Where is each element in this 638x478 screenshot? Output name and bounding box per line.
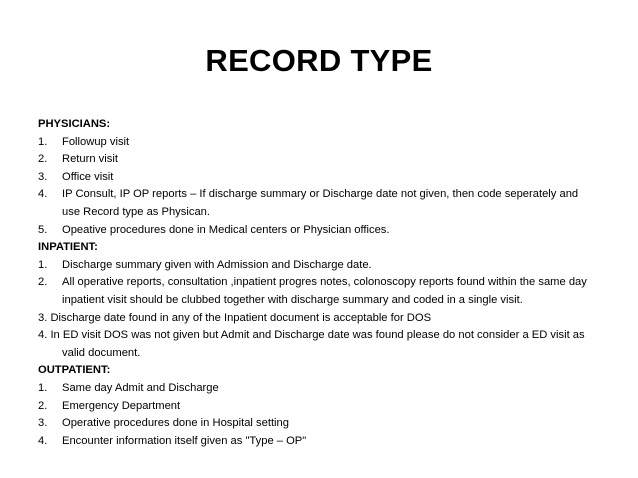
- list-item: 4. In ED visit DOS was not given but Admit and Discharge date was found please do not consider a ED visit as valid document.: [38, 329, 585, 359]
- page-title: RECORD TYPE: [205, 43, 433, 78]
- outpatient-heading: OUTPATIENT:: [38, 364, 111, 377]
- inpatient-heading: INPATIENT:: [38, 241, 98, 254]
- list-item: 1. Followup visit: [38, 135, 130, 148]
- list-item: 3. Operative procedures done in Hospital setting: [38, 417, 289, 430]
- list-item: 3. Office visit: [38, 170, 114, 183]
- record-type-content: [38, 116, 598, 450]
- list-item: 5. Opeative procedures done in Medical centers or Physician offices.: [38, 223, 390, 236]
- list-item: 3. Discharge date found in any of the Inpatient document is acceptable for DOS: [38, 311, 432, 324]
- list-item: 1. Discharge summary given with Admission and Discharge date.: [38, 258, 372, 271]
- list-item: 2. Emergency Department: [38, 399, 181, 412]
- list-item: 2. All operative reports, consultation ,inpatient progres notes, colonoscopy reports found within the same day inpatient visit should be clubbed together with discharge summary and coded in a single visit.: [38, 276, 587, 306]
- physicians-heading: PHYSICIANS:: [38, 118, 111, 130]
- list-item: 4. IP Consult, IP OP reports – If discharge summary or Discharge date not given, then code seperately and use Record type as Physican.: [38, 188, 579, 218]
- list-item: 1. Same day Admit and Discharge: [38, 381, 219, 394]
- list-item: 2. Return visit: [38, 153, 118, 166]
- list-item: 4. Encounter information itself given as "Type – OP": [38, 434, 307, 447]
